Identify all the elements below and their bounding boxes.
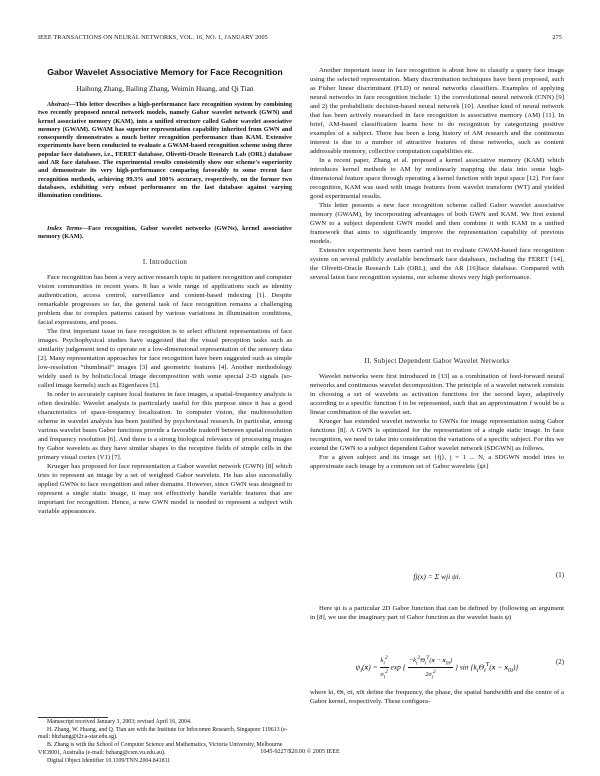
paper-title: Gabor Wavelet Associative Memory for Face Recognition	[47, 67, 283, 77]
section-1-body	[38, 273, 292, 516]
section-2-paragraph-4: Here ψi is a particular 2D Gabor function that can be defined by (following an argument in [8], we use the imaginary part of Gabor function as the wavelet basis ψ)	[310, 605, 564, 621]
section-2-paragraph-5: where ki, Θi, σi, x0i define the frequency, the phase, the spatial bandwidth and the centre of a Gabor kernel, respectively. These configura-	[310, 689, 564, 705]
section-1-paragraph-2: The first important issue in face recognition is to select efficient representations of face images. Psychophysical studies have suggested that the visual perception tasks such as similarity judgement tend to operate on a low-dimensional representation of the sensory data [2]. Many representation approaches for face recognition have been suggested such as simple low-resolution “thumbnail” images [3] and geometric features [4]. Another methodology widely used is by holistic/local image decomposition with some special 2-D signals (so-called image kernels) such as Eigenfaces [5].	[38, 328, 292, 389]
section-1-title: I. Introduction	[142, 259, 188, 266]
equation-2	[310, 650, 564, 680]
index-terms	[38, 225, 292, 242]
paper-authors: Haihong Zhang, Bailing Zhang, Weimin Huang, and Qi Tian	[76, 84, 254, 93]
footnote-doi: Digital Object Identifier 10.1109/TNN.2004.841811	[47, 757, 171, 764]
right-paragraph-2: In a recent paper, Zhang et al. proposed a kernel associative memory (KAM) which introduces kernel methods to AM by nonlinearly mapping the data into some high-dimensional feature space through operating a kernel function with input space [12]. For face recognition, KAM was used with image features from wavelet transform (WT) and yielded good experimental results.	[310, 157, 564, 200]
section-1-paragraph-4: Krueger has proposed for face representation a Gabor wavelet network (GWN) [8] which tries to represent an image by a set of weighted Gabor wavelets. He has also successfully applied GWNs to face recognition and other domains. However, since GWN was designed to represent a single static image, it may not effectively handle variable features that are important for recognition. Hence, a new GWN model is needed to represent a subject with variable appearances.	[38, 463, 292, 515]
equation-1	[310, 572, 564, 581]
section-2-heading	[310, 358, 564, 365]
index-terms-text: —Face recognition, Gabor wavelet networks (GWNs), kernel associative memory (KAM).	[38, 225, 292, 241]
equation-2-number: (2)	[555, 659, 564, 666]
section-2-paragraph-1: Wavelet networks were first introduced in [13] as a combination of feed-forward neural networks and continuous wavelet decomposition. The principle of a wavelet network consists in choosing a set of wavelets as activation functions for the second layer, adaptively according to a specific function f to be represented, such that an approximation f would be a linear combination of the wavelet set.	[310, 373, 564, 416]
right-intro-body	[310, 66, 564, 282]
section-2-body	[310, 372, 564, 471]
section-2-title: II. Subject Dependent Gabor Wavelet Networks	[364, 358, 510, 365]
section-1-paragraph-3: In order to accurately capture local features in face images, a spatial-frequency analysis is often desirable. Wavelet analysis is particularly useful for this purpose since it has a good characteristics of space-frequency localization. In computer vision, the multiresolution scheme in wavelet analysis has been justified by psychovisual research. In particular, among various wavelet bases Gabor functions provide a favorable tradeoff between spatial resolution and frequency resolution [6]. And there is a strong biological relevance of processing images by Gabor wavelets as they have similar shapes to the receptive fields of simple cells in the primary visual cortex (V1) [7].	[38, 391, 292, 461]
page-number: 275	[552, 34, 562, 41]
equation-2-body: $\psi_i(x)$ = $\frac{k_i^2}{\sigma_i^2}$ exp { $\frac{-k_i^2\Theta_i^T(x - x_{0i})}{2\sigma_i^2}$ } $\sin \{k_i\Theta_i^T(x - x_{0i})\}$	[355, 655, 519, 681]
footnote-authors-1: H. Zhang, W. Huang, and Q. Tian are with the Institute for Infocomm Research, Singapore 119613 (e-mail: hhzhang@i2r.a-star.edu.sg).	[38, 726, 288, 741]
section-2-paragraph-2: Krueger has extended wavelet networks to GWNs for image representation using Gabor functions [8]. A GWN is optimized for the representation of a single static image. In face recognition, we need to take into consideration the variations of a specific subject. For this we extend the GWN to a subject dependent Gabor wavelet network (SDGWN) as follows.	[310, 418, 564, 452]
right-paragraph-4: Extensive experiments have been carried out to evaluate GWAM-based face recognition system on several publicly available benchmark face databases, including the FERET [14], the Olivetti-Oracle Research Lab (ORL), and the AR [16]face database. Compared with several latest face recognition systems, our scheme shows very high performance.	[310, 247, 564, 281]
section-2-body-end	[310, 688, 564, 706]
footnotes	[38, 719, 292, 765]
section-2-body-cont	[310, 604, 564, 622]
footnote-authors-2: B. Zhang is with the School of Computer Science and Mathematics, Victoria University, Melbourne VIC8001, Australia (e-mail: bzhang@csm.vu.edu.au).	[38, 742, 283, 756]
footnote-rule	[38, 717, 108, 718]
running-header	[38, 34, 562, 41]
footnote-manuscript: Manuscript received January 3, 2003; revised April 16, 2004.	[47, 719, 192, 725]
abstract-label: Abstract	[47, 101, 69, 108]
abstract-text: —This letter describes a high-performance face recognition system by combining two recently proposed neural network models, namely Gabor wavelet network (GWN) and kernel associative memory (KAM), into a unified structure called Gabor wavelet associative memory (GWAM). GWAM has superior representation capability inherited from GWN and consequently demonstrates a much better recognition performance than KAM. Extensive experiments have been conducted to evaluate a GWAM-based recognition scheme using three popular face databases, i.e., FERET database, Olivetti-Oracle Research Lab (ORL) database and AR face database. The experimental results consistently show our scheme's superiority and demonstrate its very high-performance comparing favorably to some recent face recognition methods, achieving 99.3% and 100% accuracy, respectively, on the former two databases, exhibiting very robust performance on the last database against varying illumination conditions.	[38, 101, 292, 200]
right-paragraph-1: Another important issue in face recognition is about how to classify a query face image using the selected representation. Many discrimination techniques have been proposed, such as Fisher linear discriminant (FLD) or neural networks classifiers. Examples of applying neural networks in face recognition include: 1) the convolutional neural network (CNN) [9] and 2) the probabilistic decision-based neural network [10]. Another kind of neural network that has been actively researched in face recognition is associative memory (AM) [11]. In brief, AM-based classification learns how to do recognition by categorizing positive examples of a subject. There has been a long history of AM research and the continuous interest is due to a number of attractive features of these networks, such as content addressable memory, collective computation capabilities etc.	[310, 67, 564, 155]
right-paragraph-3: This letter presents a new face recognition scheme called Gabor wavelet associative memory (GWAM), by incorporating advantages of both GWN and KAM. We first extend GWN to a subject dependent GWN model and then combine it with KAM in a unified framework that aims to significantly improve the representation capability of previous models.	[310, 202, 564, 245]
equation-1-number: (1)	[555, 572, 564, 579]
equation-2-frac-1: $\frac{k_i^2}{\sigma_i^2}$	[380, 655, 388, 681]
section-2-paragraph-3: For a given subject and its image set {fj}, j = 1 ... N, a SDGWN model tries to approximate each image by a common set of Gabor wavelets {ψi}	[310, 454, 564, 470]
section-1-heading	[38, 259, 292, 266]
abstract	[38, 101, 292, 201]
equation-2-frac-2: $\frac{-k_i^2\Theta_i^T(x - x_{0i})}{2\sigma_i^2}$	[408, 655, 453, 681]
equation-1-body: fj(x) = Σ wji ψi.	[413, 572, 461, 581]
section-1-paragraph-1: Face recognition has been a very active research topic in pattern recognition and computer vision communities in recent years. It has a wide range of applications such as identity authentication, access control, surveillance and content-based indexing [1]. Despite remarkable progresses so far, the general task of face recognition remains a challenging problem due to complex patterns caused by various variations in illumination conditions, facial expressions, and poses.	[38, 274, 292, 326]
copyright-footer: 1045-9227/$20.00 © 2005 IEEE	[260, 749, 340, 755]
index-terms-label: Index Terms	[47, 225, 82, 232]
journal-name: IEEE TRANSACTIONS ON NEURAL NETWORKS, VOL. 16, NO. 1, JANUARY 2005	[38, 34, 268, 41]
